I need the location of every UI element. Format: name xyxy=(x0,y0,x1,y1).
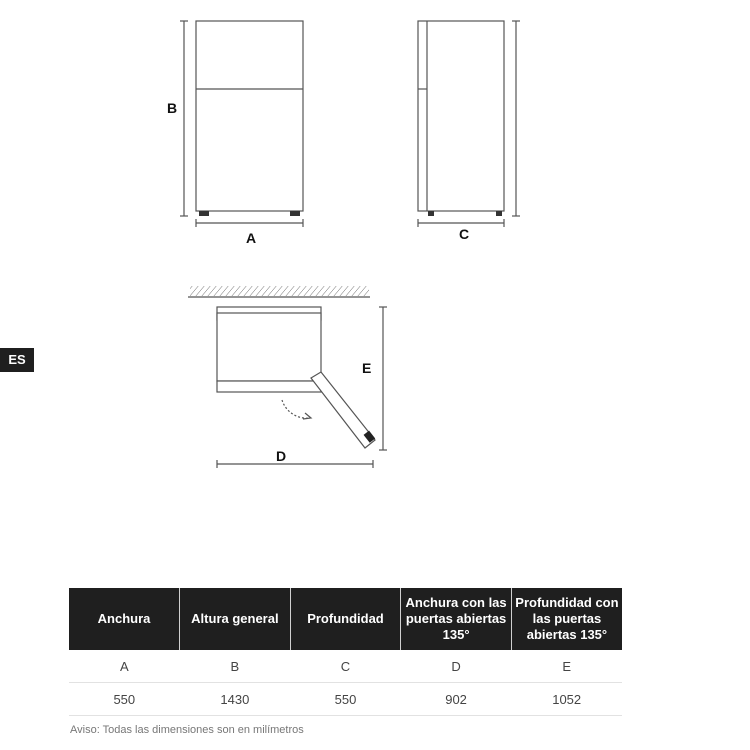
dim-label-d: D xyxy=(276,448,287,464)
value-cell: 550 xyxy=(290,683,401,716)
units-note: Aviso: Todas las dimensiones son en milímetros xyxy=(70,724,304,736)
value-cell: 1430 xyxy=(180,683,291,716)
table-row xyxy=(69,683,622,716)
dim-label-e: E xyxy=(362,360,372,376)
header-profundidad-puertas-abiertas: Profundidad con las puertas abiertas 135° xyxy=(511,588,622,650)
dim-label-a: A xyxy=(246,230,257,246)
dim-label-b: B xyxy=(167,100,178,116)
value-cell: 902 xyxy=(401,683,512,716)
side-view xyxy=(418,21,520,227)
header-anchura: Anchura xyxy=(69,588,180,650)
letter-cell: D xyxy=(401,650,512,683)
dimensions-table xyxy=(69,588,622,716)
language-tab: ES xyxy=(0,348,34,372)
header-anchura-puertas-abiertas: Anchura con las puertas abiertas 135° xyxy=(401,588,512,650)
letter-cell: E xyxy=(511,650,622,683)
dim-label-c: C xyxy=(459,226,470,242)
wall-hatch xyxy=(190,286,369,296)
value-cell: 550 xyxy=(69,683,180,716)
header-profundidad: Profundidad xyxy=(290,588,401,650)
value-cell: 1052 xyxy=(511,683,622,716)
table-header-row xyxy=(69,588,622,650)
letter-cell: C xyxy=(290,650,401,683)
front-view xyxy=(180,21,303,227)
letter-cell: A xyxy=(69,650,180,683)
letter-cell: B xyxy=(180,650,291,683)
header-altura-general: Altura general xyxy=(180,588,291,650)
top-view xyxy=(188,286,387,468)
table-row xyxy=(69,650,622,683)
